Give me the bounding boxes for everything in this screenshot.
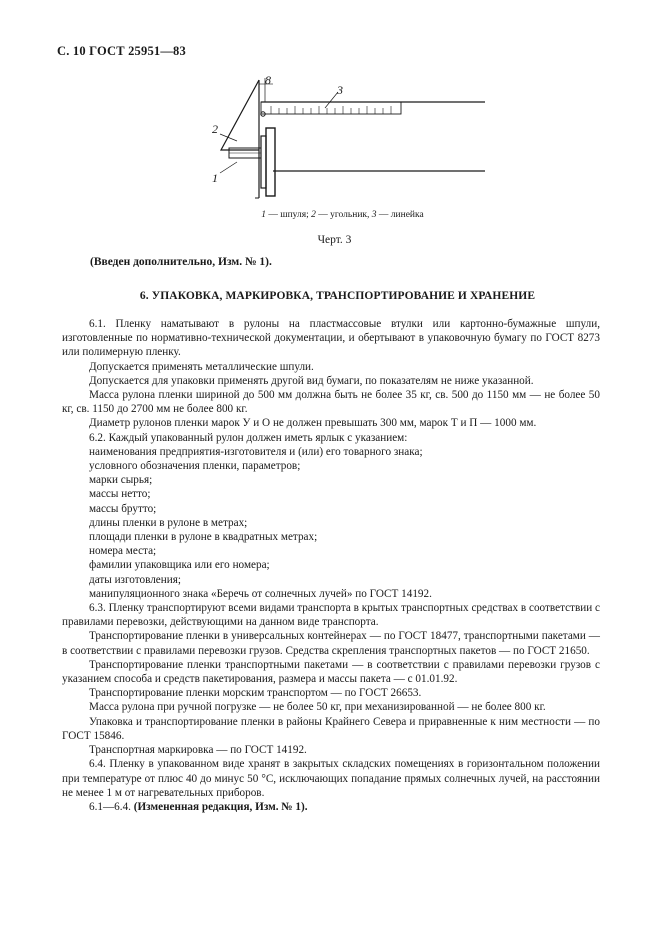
list-item: номера места; [89, 545, 157, 558]
paragraph: Транспортирование пленки в универсальных контейнерах — по ГОСТ 18477, транспортными пакетами — в соответствии с правилами перевозки грузов. Средства скрепления транспортных пакетов — по ГОСТ 21650. [62, 630, 600, 657]
legend-num-3: 3 [371, 210, 377, 220]
paragraph: Масса рулона при ручной погрузке — не более 50 кг, при механизированной — не более 800 кг. [89, 701, 546, 714]
paragraph: 6.1. Пленку наматывают в рулоны на пластмассовые втулки или картонно-бумажные шпули, изготовленные по нормативно-технической документации, и обертывают в упаковочную бумагу по ГОСТ 8273 или полимерную пленку. [62, 318, 600, 359]
list-item: наименования предприятия-изготовителя и (или) его товарного знака; [89, 445, 423, 458]
roll-flange [266, 128, 275, 196]
list-item: массы брутто; [89, 502, 157, 515]
list-item: даты изготовления; [89, 573, 181, 586]
final-note [62, 800, 600, 814]
square-tool [221, 80, 259, 150]
drawing-figure [195, 68, 485, 208]
paragraph: Транспортная маркировка — по ГОСТ 14192. [89, 744, 307, 757]
callout-3: 3 [337, 83, 343, 97]
list-item: площади пленки в рулоне в квадратных метрах; [89, 531, 318, 544]
legend-num-1: 1 [261, 210, 267, 220]
legend-text-3: — линейка [376, 210, 424, 220]
paragraph: Упаковка и транспортирование пленки в районы Крайнего Севера и приравненные к ним местности — по ГОСТ 15846. [62, 715, 600, 742]
paragraph: 6.2. Каждый упакованный рулон должен иметь ярлык с указанием: [89, 431, 408, 444]
list-item: длины пленки в рулоне в метрах; [89, 516, 248, 529]
callout-2: 2 [212, 122, 218, 136]
final-note-bold: (Измененная редакция, Изм. № 1). [133, 800, 308, 813]
paragraph: Транспортирование пленки морским транспортом — по ГОСТ 26653. [89, 687, 422, 700]
final-note-prefix: 6.1—6.4. [89, 800, 134, 813]
legend-num-2: 2 [311, 210, 316, 220]
paragraph: Допускается применять металлические шпули. [89, 360, 314, 373]
paragraph: Транспортирование пленки транспортными пакетами — в соответствии с правилами перевозки грузов с указанием способа и средств пакетирования, размера и массы пакета — с 01.01.92. [62, 658, 600, 686]
callout-1: 1 [212, 171, 218, 185]
paragraph: Диаметр рулонов пленки марок У и О не должен превышать 300 мм, марок Т и П — 1000 мм. [89, 417, 537, 430]
intro-note: (Введен дополнительно, Изм. № 1). [90, 256, 272, 268]
list-item: массы нетто; [89, 488, 151, 501]
list-item: манипуляционного знака «Беречь от солнечных лучей» по ГОСТ 14192. [89, 587, 432, 600]
body-text [62, 317, 600, 814]
legend-text-2: — угольник, [315, 210, 372, 220]
paragraph: Допускается для упаковки применять другой вид бумаги, по показателям не ниже указанной. [89, 374, 534, 387]
paragraph: 6.3. Пленку транспортируют всеми видами транспорта в крытых транспортных средствах в соответствии с правилами перевозки, действующими на данном виде транспорта. [62, 602, 600, 629]
paragraph: Масса рулона пленки шириной до 500 мм должна быть не более 35 кг, св. 500 до 1150 мм — не более 50 кг, св. 1150 до 2700 мм не более 800 кг. [62, 389, 600, 416]
callout-8: 8 [265, 73, 271, 87]
figure-caption: Черт. 3 [317, 234, 352, 246]
page-header: С. 10 ГОСТ 25951—83 [57, 44, 186, 58]
list-item: марки сырья; [89, 474, 153, 487]
ruler [261, 102, 401, 114]
paragraph: 6.4. Пленку в упакованном виде хранят в закрытых складских помещениях в горизонтальном положении при температуре от плюс 40 до минус 50 °С, исключающих попадание прямых солнечных лучей, на расстоянии не менее 1 м от нагревательных приборов. [62, 758, 600, 799]
figure-legend [0, 210, 661, 220]
list-item: условного обозначения пленки, параметров; [89, 460, 301, 473]
section-title: 6. УПАКОВКА, МАРКИРОВКА, ТРАНСПОРТИРОВАНИЕ И ХРАНЕНИЕ [139, 290, 536, 302]
list-item: фамилии упаковщика или его номера; [89, 559, 270, 572]
legend-text-1: — шпуля; [266, 210, 312, 220]
